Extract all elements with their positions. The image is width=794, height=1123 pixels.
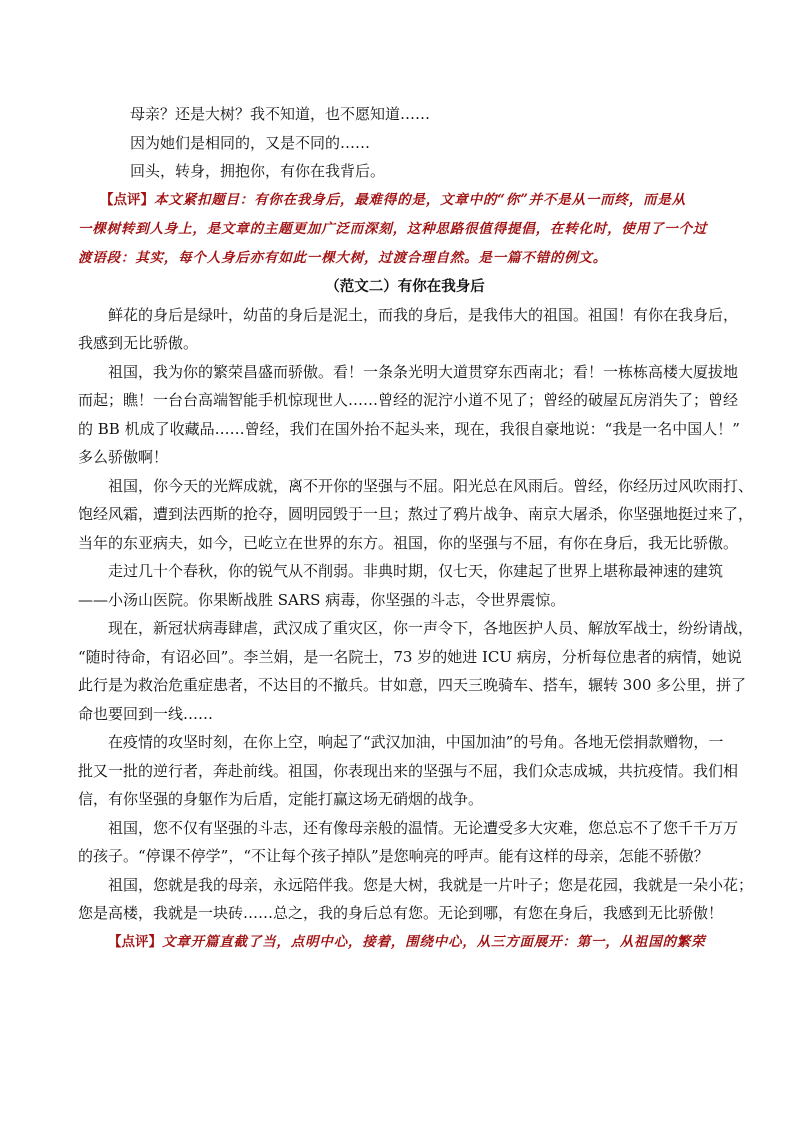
text-line: 批又一批的逆行者，奔赴前线。祖国，你表现出来的坚强与不屈，我们众志成城，共抗疫情。我们相 — [78, 761, 739, 780]
commentary-line: 一棵树转到人身上，是文章的主题更加广泛而深刻，这种思路很值得提倡，在转化时，使用了一个过 — [78, 220, 708, 237]
essay-paragraph — [78, 728, 739, 814]
essay-paragraph — [78, 614, 754, 728]
commentary-text: 文章开篇直截了当，点明中心，接着，围绕中心，从三方面展开：第一，从祖国的繁荣 — [162, 933, 706, 950]
text-line: 的 BB 机成了收藏品……曾经，我们在国外抬不起头来，现在，我很自豪地说：“我是一名中国人！” — [78, 419, 740, 438]
text-line: 祖国，你今天的光辉成就，离不开你的坚强与不屈。阳光总在风雨后。曾经，你经历过风吹雨打、 — [108, 476, 754, 495]
commentary-block — [100, 928, 720, 957]
commentary-text: 本文紧扣题目：有你在我身后，最难得的是，文章中的“你”并不是从一而终，而是从 — [154, 191, 686, 208]
text-line: 命也要回到一线…… — [78, 704, 214, 723]
text-line: 鲜花的身后是绿叶，幼苗的身后是泥土，而我的身后，是我伟大的祖国。祖国！有你在我身后， — [108, 305, 739, 324]
text-line: 当年的东亚病夫，如今，已屹立在世界的东方。祖国，你的坚强与不屈，有你在身后，我无比骄傲。 — [78, 533, 739, 552]
text-line: “随时待命，有诏必回”。李兰娟，是一名院士，73 岁的她进 ICU 病房，分析每位患者的病情，她说 — [78, 647, 742, 666]
commentary-line — [100, 186, 720, 215]
text-line: 现在，新冠状病毒肆虐，武汉成了重灾区，你一声令下，各地医护人员、解放军战士，纷纷请战， — [108, 619, 754, 637]
text-line: 祖国，您就是我的母亲，永远陪伴我。您是大树，我就是一片叶子；您是花园，我就是一朵小花； — [108, 875, 754, 894]
commentary-block — [78, 186, 720, 273]
intro-line: 母亲？还是大树？我不知道，也不愿知道…… — [130, 105, 431, 123]
text-line: 您是高楼，我就是一块砖……总之，我的身后总有您。无论到哪，有您在身后，我感到无比骄傲！ — [78, 904, 724, 922]
intro-line: 回头，转身，拥抱你，有你在我背后。 — [130, 162, 386, 180]
section-title: （范文二）有你在我身后 — [325, 277, 485, 295]
text-line: 在疫情的攻坚时刻，在你上空，响起了“武汉加油，中国加油”的号角。各地无偿捐款赠物，一 — [108, 733, 724, 751]
commentary-line: 渡语段：其实，每个人身后亦有如此一棵大树，过渡合理自然。是一篇不错的例文。 — [78, 249, 608, 266]
text-line: 的孩子。“停课不停学”，“不让每个孩子掉队”是您响亮的呼声。能有这样的母亲，怎能不骄傲？ — [78, 847, 709, 865]
essay-paragraph — [78, 871, 754, 928]
text-line: 饱经风霜，遭到法西斯的抢夺，圆明园毁于一旦；熬过了鸦片战争、南京大屠杀，你坚强地挺过来了， — [78, 505, 754, 523]
document-body — [78, 100, 754, 957]
commentary-tag: 【点评】 — [100, 191, 154, 208]
essay-paragraph — [78, 472, 754, 558]
essay-paragraph — [78, 814, 739, 871]
text-line: 信，有你坚强的身躯作为后盾，定能打赢这场无硝烟的战争。 — [78, 790, 484, 808]
essay-paragraph — [78, 358, 740, 472]
essay-paragraph — [78, 301, 739, 358]
text-line: 我感到无比骄傲。 — [78, 334, 199, 352]
commentary-tag: 【点评】 — [108, 933, 162, 950]
text-line: 多么骄傲啊！ — [78, 448, 169, 466]
intro-line: 因为她们是相同的，又是不同的…… — [130, 133, 371, 152]
text-line: 而起；瞧！一台台高端智能手机惊现世人……曾经的泥泞小道不见了；曾经的破屋瓦房消失了；曾经 — [78, 391, 739, 409]
text-line: 祖国，我为你的繁荣昌盛而骄傲。看！一条条光明大道贯穿东西南北；看！一栋栋高楼大厦拔地 — [108, 362, 739, 381]
text-line: 祖国，您不仅有坚强的斗志，还有像母亲般的温情。无论遭受多大灾难，您总忘不了您千千万万 — [108, 818, 739, 837]
text-line: 此行是为救治危重症患者，不达目的不撤兵。甘如意，四天三晚骑车、搭车，辗转 300 多公里，拼了 — [78, 676, 747, 694]
essay-paragraph — [78, 557, 724, 614]
commentary-line — [108, 928, 720, 957]
text-line: ——小汤山医院。你果断战胜 SARS 病毒，你坚强的斗志，令世界震惊。 — [78, 590, 566, 609]
text-line: 走过几十个春秋，你的锐气从不削弱。非典时期，仅七天，你建起了世界上堪称最神速的建筑 — [108, 562, 724, 580]
